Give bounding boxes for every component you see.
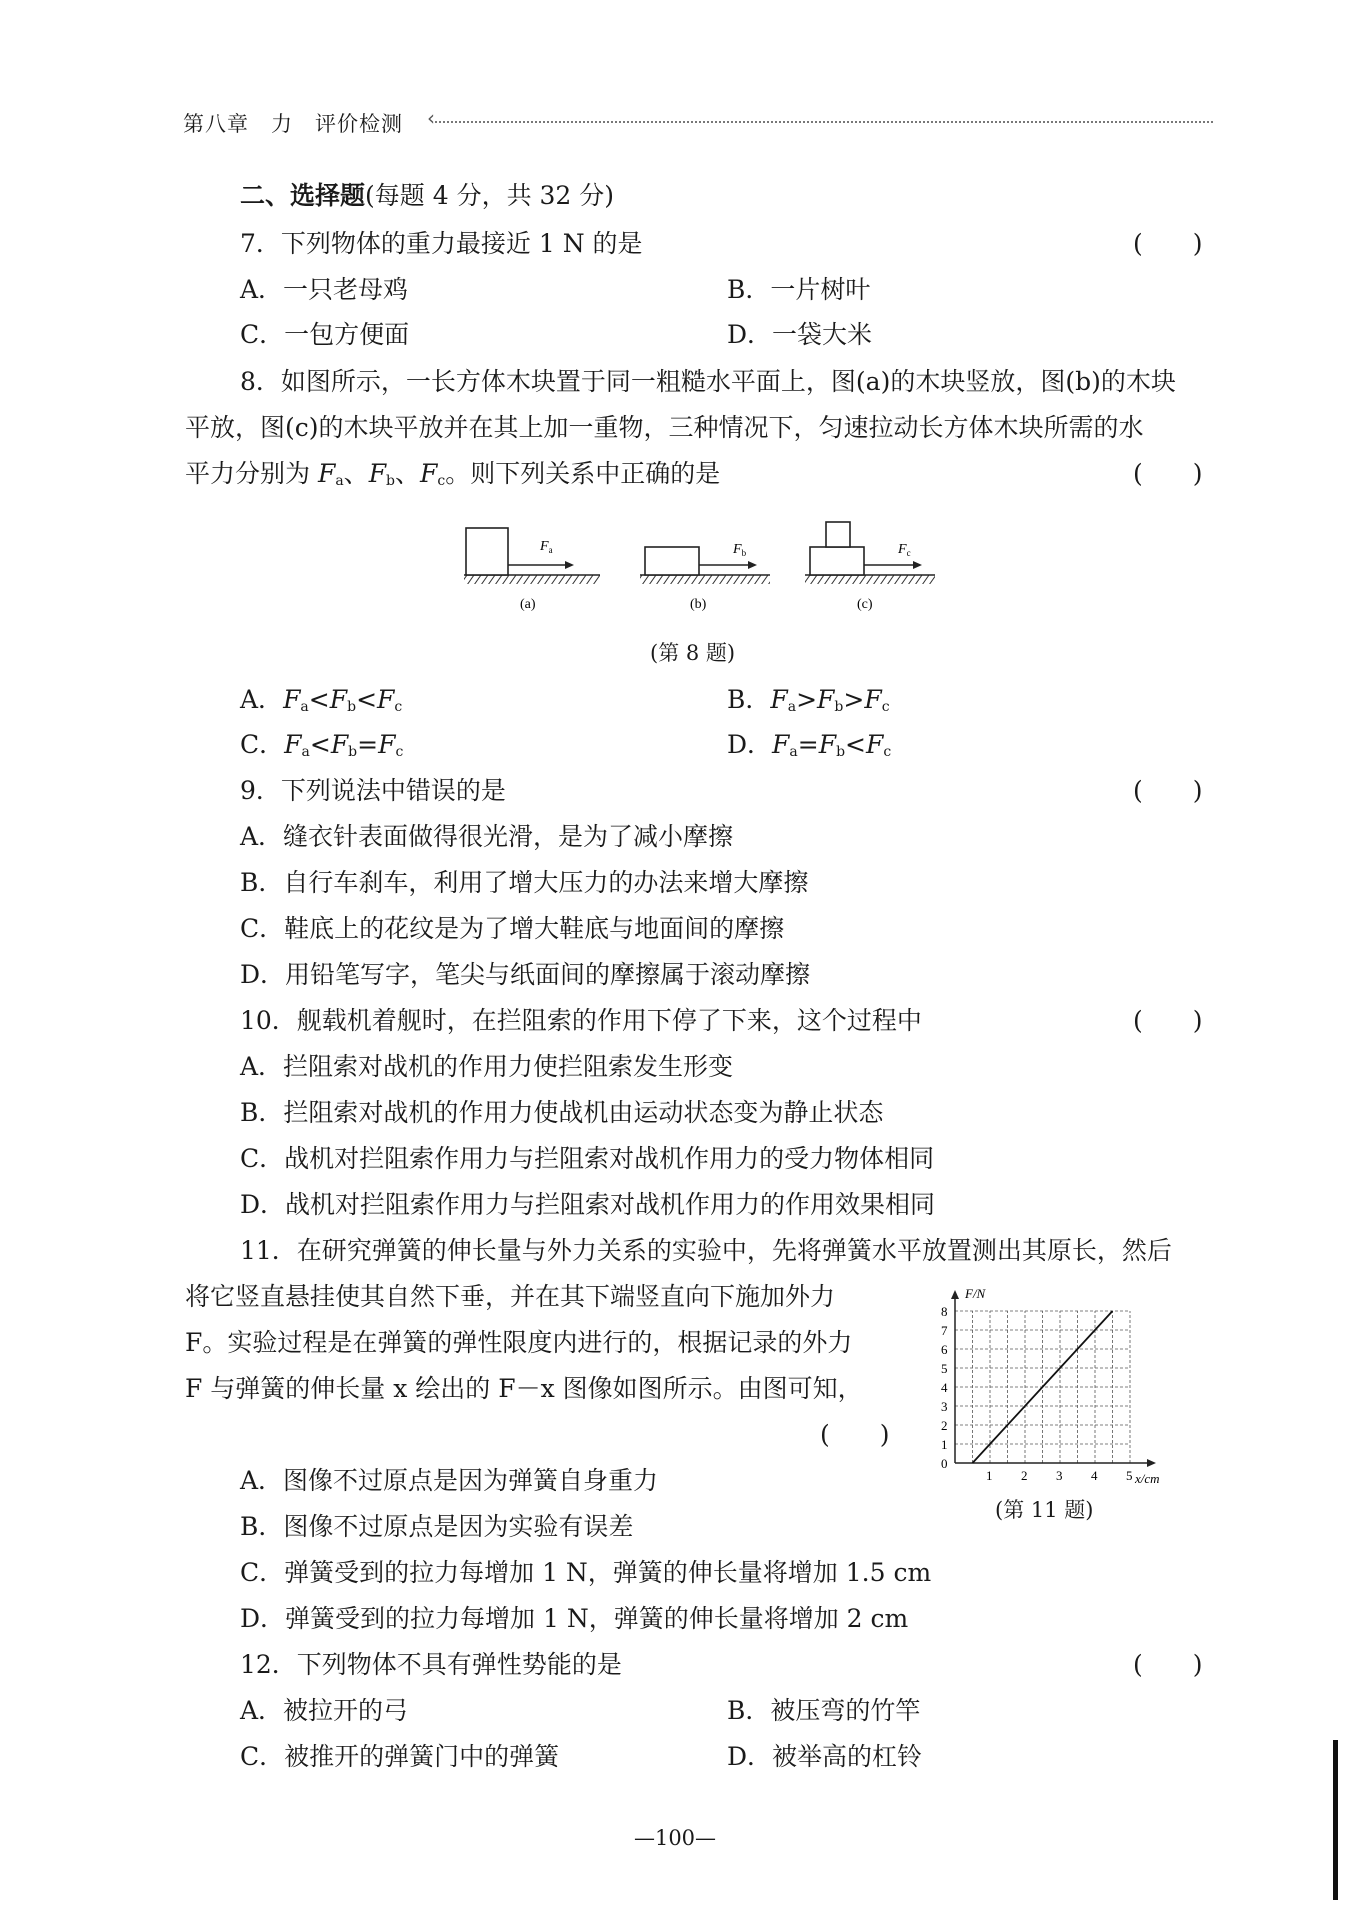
q8-block-flat	[645, 547, 699, 575]
x-axis-arrow-icon	[1147, 1459, 1156, 1467]
q8-stem-line-1: 8．如图所示，一长方体木块置于同一粗糙水平面上，图(a)的木块竖放，图(b)的木块	[240, 367, 1176, 396]
x-tick-label: 4	[1091, 1468, 1098, 1483]
y-axis-arrow-icon	[951, 1290, 959, 1299]
q11-answer-bracket[interactable]: ( )	[820, 1420, 890, 1449]
q11-stem-line-4: F 与弹簧的伸长量 x 绘出的 F－x 图像如图所示。由图可知，	[185, 1374, 863, 1403]
page-header	[183, 104, 1213, 144]
q7-answer-bracket[interactable]: ( )	[1133, 229, 1203, 258]
x-axis-label: x/cm	[1135, 1471, 1160, 1486]
force-arrow-icon	[565, 561, 574, 569]
q9-option-b: B．自行车刹车，利用了增大压力的办法来增大摩擦	[240, 868, 809, 897]
force-label-a: $F_a$	[540, 539, 553, 555]
force-label-b: $F_b$	[733, 542, 747, 558]
q11-option-c: C．弹簧受到的拉力每增加 1 N，弹簧的伸长量将增加 1.5 cm	[240, 1558, 932, 1587]
y-tick-label: 8	[941, 1304, 948, 1319]
q9-option-d: D．用铅笔写字，笔尖与纸面间的摩擦属于滚动摩擦	[240, 960, 811, 989]
q7-stem: 7．下列物体的重力最接近 1 N 的是	[240, 229, 643, 258]
q10-option-b: B．拦阻索对战机的作用力使战机由运动状态变为静止状态	[240, 1098, 884, 1127]
header-dotted-rule	[435, 121, 1213, 123]
q8-figure	[460, 505, 940, 625]
q11-caption: (第 11 题)	[995, 1498, 1094, 1522]
q8-option-c: C．$F_a<F_b=F_c$	[240, 730, 404, 760]
section-heading	[240, 180, 614, 212]
q8-caption: (第 8 题)	[650, 641, 736, 665]
q10-option-a: A．拦阻索对战机的作用力使拦阻索发生形变	[240, 1052, 734, 1081]
q8-block-upright	[466, 528, 508, 575]
q9-option-a: A．缝衣针表面做得很光滑，是为了减小摩擦	[240, 822, 734, 851]
q7-option-d: D．一袋大米	[727, 320, 873, 349]
q8-option-d: D．$F_a=F_b<F_c$	[727, 730, 892, 760]
q11-option-a: A．图像不过原点是因为弹簧自身重力	[240, 1466, 659, 1495]
q12-answer-bracket[interactable]: ( )	[1133, 1650, 1203, 1679]
q8-option-a: A．$F_a<F_b<F_c$	[240, 685, 403, 715]
q7-option-a: A．一只老母鸡	[240, 275, 409, 304]
y-tick-label: 5	[941, 1361, 948, 1376]
q11-option-b: B．图像不过原点是因为实验有误差	[240, 1512, 634, 1541]
q8-figure-a	[464, 528, 600, 612]
q8-stem-line-2: 平放，图(c)的木块平放并在其上加一重物，三种情况下，匀速拉动长方体木块所需的水	[185, 413, 1144, 442]
q8-figure-b	[640, 542, 770, 612]
force-arrow-icon	[913, 561, 922, 569]
q8-block-with-weight	[810, 547, 864, 575]
q9-stem: 9．下列说法中错误的是	[240, 776, 506, 805]
y-tick-label: 4	[941, 1380, 948, 1395]
q10-stem: 10．舰载机着舰时，在拦阻索的作用下停了下来，这个过程中	[240, 1006, 922, 1035]
fig-label-a: (a)	[520, 597, 536, 612]
q12-option-b: B．被压弯的竹竿	[727, 1696, 921, 1725]
q8-option-b: B．$F_a>F_b>F_c$	[727, 685, 890, 715]
force-label-c: $F_c$	[898, 542, 911, 558]
y-tick-label: 1	[941, 1437, 948, 1452]
q9-option-c: C．鞋底上的花纹是为了增大鞋底与地面间的摩擦	[240, 914, 785, 943]
fig-label-c: (c)	[857, 597, 873, 612]
x-tick-label: 3	[1056, 1468, 1063, 1483]
q8-stem-suffix: 。则下列关系中正确的是	[445, 459, 721, 488]
q8-stem-prefix: 平力分别为	[185, 459, 318, 488]
header-arrow-icon: ‹	[427, 106, 435, 130]
y-tick-label: 3	[941, 1399, 948, 1414]
chapter-title: 第八章 力 评价检测	[183, 112, 403, 136]
q11-stem-line-3: F。实验过程是在弹簧的弹性限度内进行的，根据记录的外力	[185, 1328, 853, 1357]
q12-option-c: C．被推开的弹簧门中的弹簧	[240, 1742, 560, 1771]
y-tick-label: 7	[941, 1323, 948, 1338]
q7-option-c: C．一包方便面	[240, 320, 410, 349]
q11-option-d: D．弹簧受到的拉力每增加 1 N，弹簧的伸长量将增加 2 cm	[240, 1604, 909, 1633]
q11-f-x-graph	[925, 1280, 1185, 1490]
y-tick-label: 6	[941, 1342, 948, 1357]
section-note: (每题 4 分，共 32 分)	[365, 181, 615, 210]
scan-edge-mark	[1333, 1740, 1338, 1900]
q12-stem: 12．下列物体不具有弹性势能的是	[240, 1650, 622, 1679]
section-title: 二、选择题	[240, 181, 366, 210]
page-number: —100—	[633, 1826, 717, 1850]
q8-answer-bracket[interactable]: ( )	[1133, 459, 1203, 488]
y-axis-label: F/N	[965, 1286, 986, 1301]
x-tick-label: 2	[1021, 1468, 1028, 1483]
q10-option-d: D．战机对拦阻索作用力与拦阻索对战机作用力的作用效果相同	[240, 1190, 936, 1219]
q12-option-a: A．被拉开的弓	[240, 1696, 409, 1725]
q12-option-d: D．被举高的杠铃	[727, 1742, 923, 1771]
q7-option-b: B．一片树叶	[727, 275, 871, 304]
q9-answer-bracket[interactable]: ( )	[1133, 776, 1203, 805]
y-tick-label: 0	[941, 1456, 948, 1471]
q11-stem-line-1: 11．在研究弹簧的伸长量与外力关系的实验中，先将弹簧水平放置测出其原长，然后	[240, 1236, 1172, 1265]
x-tick-label: 5	[1126, 1468, 1133, 1483]
q10-option-c: C．战机对拦阻索作用力与拦阻索对战机作用力的受力物体相同	[240, 1144, 935, 1173]
x-tick-label: 1	[986, 1468, 993, 1483]
force-arrow-icon	[748, 561, 757, 569]
q10-answer-bracket[interactable]: ( )	[1133, 1006, 1203, 1035]
q8-figure-c	[805, 522, 935, 612]
fig-label-b: (b)	[690, 597, 707, 612]
q8-weight	[826, 522, 850, 547]
q8-stem-line-3: 平力分别为 $F_a$、$F_b$、$F_c$。则下列关系中正确的是	[185, 459, 721, 489]
q11-stem-line-2: 将它竖直悬挂使其自然下垂，并在其下端竖直向下施加外力	[185, 1282, 836, 1311]
y-tick-label: 2	[941, 1418, 948, 1433]
